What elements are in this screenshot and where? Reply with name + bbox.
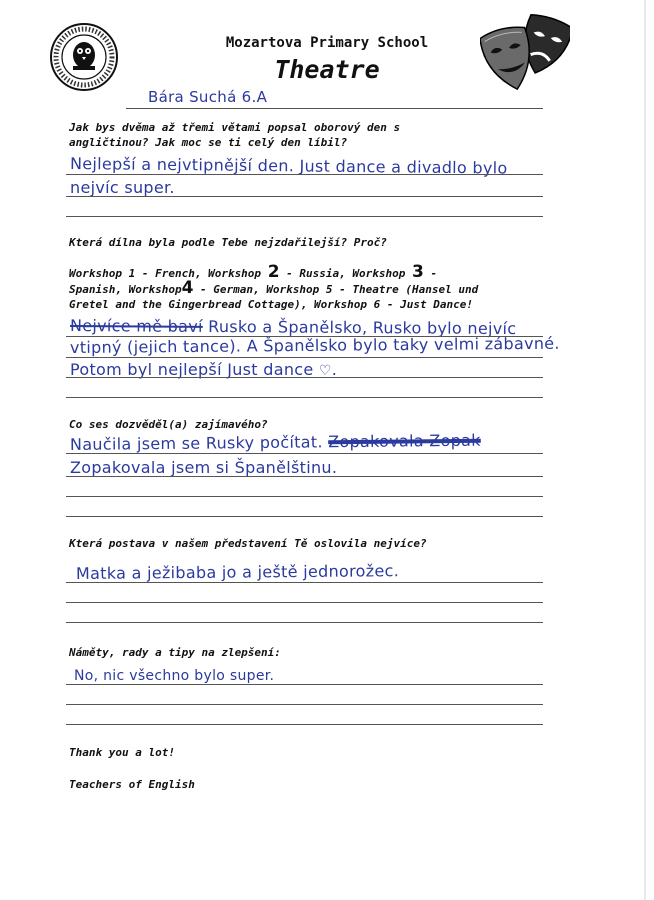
answer-line (66, 496, 543, 497)
scan-edge (644, 0, 646, 900)
answer-text: Naučila jsem se Rusky počítat. (69, 432, 323, 454)
workshops-text: Spanish, Workshop (69, 283, 182, 296)
answer-line (66, 174, 543, 175)
answer-1-line-1: Nejlepší a nejvtipnější den. Just dance a divadlo bylo (69, 154, 508, 178)
answer-line (66, 453, 543, 454)
workshops-text: - Russia, Workshop (279, 267, 412, 280)
question-3: Co ses dozvěděl(a) zajímavého? (69, 418, 268, 431)
question-2: Která dílna byla podle Tebe nejzdařilejší? Proč? (69, 236, 387, 249)
handwritten-digit-4: 4 (181, 278, 194, 298)
question-1: Jak bys dvěma až třemi větami popsal oborový den s angličtinou? Jak moc se ti celý den líbil? (69, 121, 401, 149)
answer-line (66, 684, 543, 685)
workshops-text: - German, Workshop 5 - Theatre (Hansel und (193, 283, 479, 296)
school-name: Mozartova Primary School (225, 35, 429, 51)
answer-line (66, 582, 543, 583)
workshops-list (69, 262, 629, 312)
answer-line (66, 476, 543, 477)
answer-3-line-2: Zopakovala jsem si Španělštinu. (70, 458, 338, 477)
workshops-text: - (423, 267, 438, 280)
form-title: Theatre (274, 55, 380, 84)
handwritten-digit-3: 3 (411, 262, 424, 282)
workshops-text: Workshop 1 - French, Workshop (69, 267, 268, 280)
theatre-masks-icon (480, 12, 570, 102)
answer-4-line-1: Matka a ježibaba jo a ještě jednorožec. (75, 561, 400, 583)
answer-text: . (331, 360, 338, 379)
question-5: Náměty, rady a tipy na zlepšení: (69, 646, 281, 659)
scribbled-out-text: Zopakovala Zopak (328, 430, 481, 452)
answer-text: Rusko a Španělsko, Rusko bylo nejvíc (202, 316, 517, 339)
workshops-text: Gretel and the Gingerbread Cottage), Workshop 6 - Just Dance! (69, 298, 473, 311)
answer-line (66, 196, 543, 197)
thanks-text: Thank you a lot! (69, 746, 175, 759)
answer-line (66, 377, 543, 378)
answer-3-line-1 (70, 431, 481, 454)
answer-line (66, 602, 543, 603)
name-line (126, 108, 543, 109)
answer-line (66, 357, 543, 358)
answer-text: Potom byl nejlepší Just dance (70, 360, 314, 379)
crossed-out-text: Nejvíce mě baví (69, 316, 203, 336)
answer-2-line-2: vtipný (jejich tance). A Španělsko bylo taky velmi zábavné. (69, 333, 560, 357)
signature-text: Teachers of English (69, 778, 195, 791)
handwritten-digit-2: 2 (267, 262, 280, 282)
answer-line (66, 622, 543, 623)
answer-line (66, 516, 543, 517)
answer-line (66, 724, 543, 725)
answer-line (66, 397, 543, 398)
question-4: Která postava v našem představení Tě oslovila nejvíce? (69, 537, 427, 550)
answer-line (66, 704, 543, 705)
answer-5-line-1: No, nic všechno bylo super. (74, 668, 275, 684)
student-name-class: Bára Suchá 6.A (148, 88, 268, 106)
heart-icon: ♡ (318, 363, 332, 379)
answer-1-line-2: nejvíc super. (70, 178, 175, 197)
answer-line (66, 216, 543, 217)
